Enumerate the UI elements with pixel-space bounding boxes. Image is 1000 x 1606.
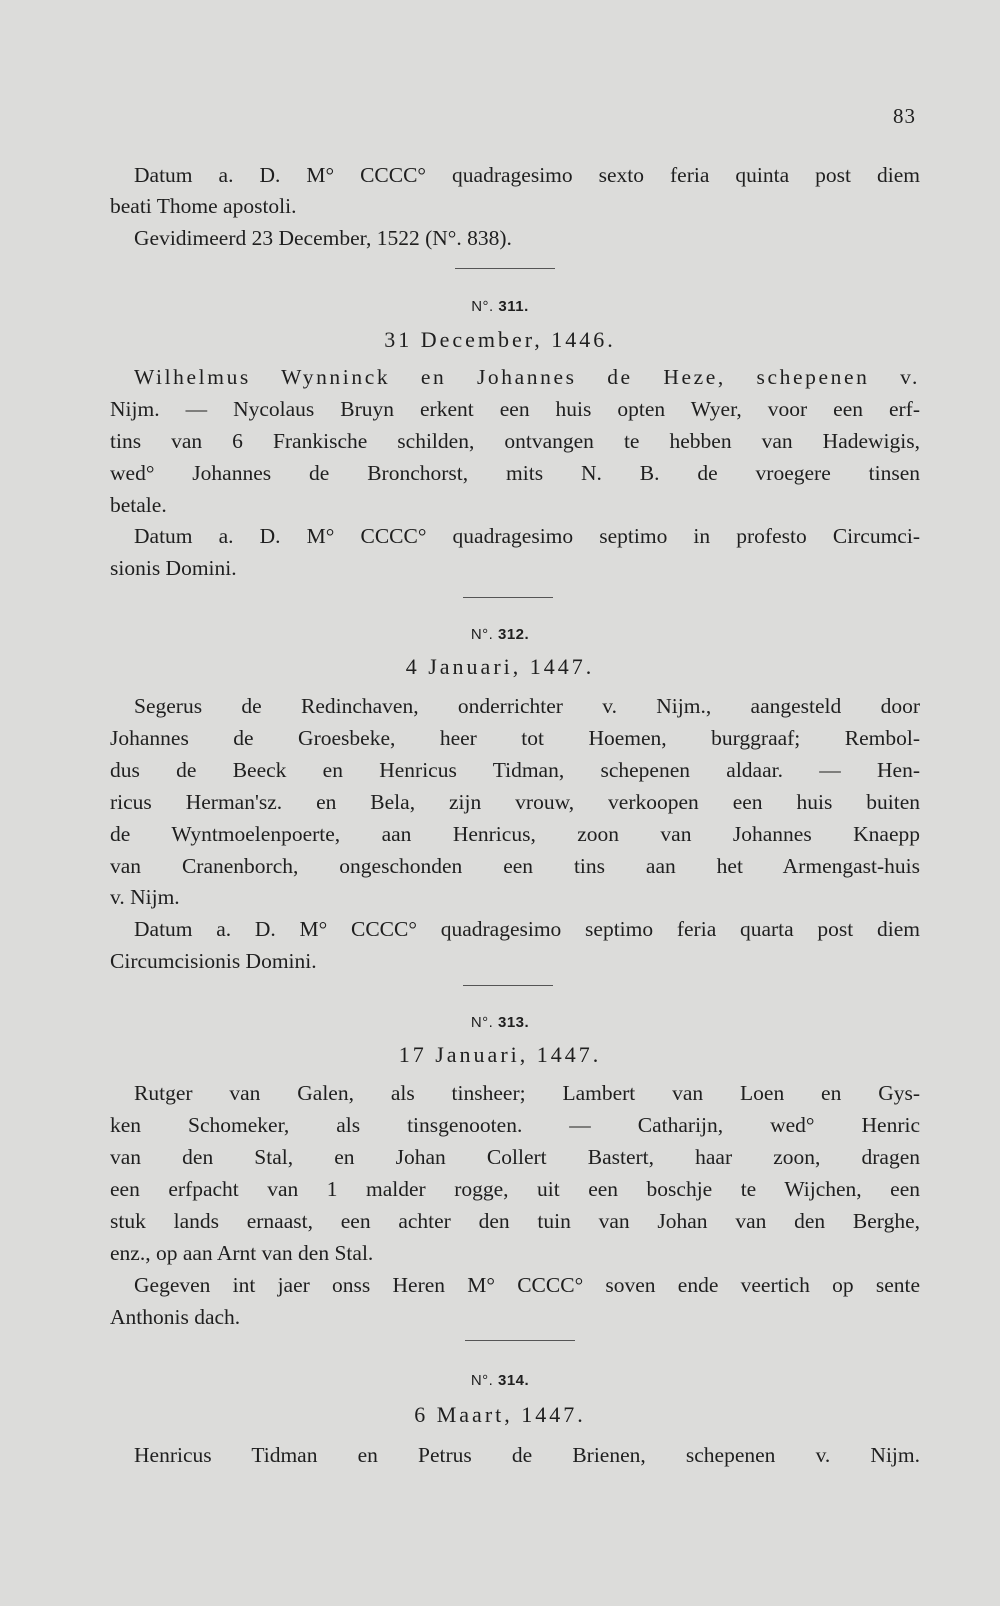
text-line: Gevidimeerd 23 December, 1522 (N°. 838).	[134, 226, 512, 250]
text-line: enz., op aan Arnt van den Stal.	[110, 1241, 374, 1265]
text-line: stuk lands ernaast, een achter den tuin van Johan van den Berghe,	[110, 1209, 920, 1233]
text-line: ken Schomeker, als tinsgenooten. — Catharijn, wed° Henric	[110, 1113, 920, 1137]
separator-rule	[463, 985, 553, 986]
text-line: de Wyntmoelenpoerte, aan Henricus, zoon van Johannes Knaepp	[110, 822, 920, 846]
text-line: betale.	[110, 493, 167, 517]
separator-rule	[455, 268, 555, 269]
entry-number: N°. 311.	[471, 298, 529, 315]
text-line: Datum a. D. M° CCCC° quadragesimo septimo in profesto Circumci-	[134, 524, 920, 548]
text-line: ricus Herman'sz. en Bela, zijn vrouw, verkoopen een huis buiten	[110, 790, 920, 814]
text-line: Circumcisionis Domini.	[110, 949, 317, 973]
text-line: beati Thome apostoli.	[110, 194, 297, 218]
text-line: Rutger van Galen, als tinsheer; Lambert van Loen en Gys-	[134, 1081, 920, 1105]
text-line: Nijm. — Nycolaus Bruyn erkent een huis opten Wyer, voor een erf-	[110, 397, 920, 421]
separator-rule	[463, 597, 553, 598]
text-line: Datum a. D. M° CCCC° quadragesimo septimo feria quarta post diem	[134, 917, 920, 941]
page-number: 83	[893, 104, 916, 128]
text-line: Johannes de Groesbeke, heer tot Hoemen, burggraaf; Rembol-	[110, 726, 920, 750]
text-line: van Cranenborch, ongeschonden een tins aan het Armengast-huis	[110, 854, 920, 878]
text-line: v. Nijm.	[110, 885, 180, 909]
entry-number: N°. 313.	[470, 1014, 530, 1031]
separator-rule	[465, 1340, 575, 1341]
text-line: Henricus Tidman en Petrus de Brienen, schepenen v. Nijm.	[134, 1443, 920, 1467]
entry-date: 6 Maart, 1447.	[414, 1402, 586, 1427]
text-line: Segerus de Redinchaven, onderrichter v. Nijm., aangesteld door	[134, 694, 920, 718]
entry-date: 17 Januari, 1447.	[398, 1042, 602, 1067]
text-line: Anthonis dach.	[110, 1305, 241, 1329]
entry-number: N°. 314.	[470, 1372, 530, 1389]
text-line: Gegeven int jaer onss Heren M° CCCC° soven ende veertich op sente	[134, 1273, 920, 1297]
text-line: een erfpacht van 1 malder rogge, uit een boschje te Wijchen, een	[110, 1177, 920, 1201]
text-line: Wilhelmus Wynninck en Johannes de Heze, schepenen v.	[134, 365, 920, 389]
entry-date: 4 Januari, 1447.	[405, 654, 595, 679]
entry-date: 31 December, 1446.	[384, 327, 616, 352]
text-line: Datum a. D. M° CCCC° quadragesimo sexto feria quinta post diem	[134, 163, 920, 187]
text-line: sionis Domini.	[110, 556, 237, 580]
text-line: wed° Johannes de Bronchorst, mits N. B. de vroegere tinsen	[110, 461, 920, 485]
text-line: van den Stal, en Johan Collert Bastert, haar zoon, dragen	[110, 1145, 920, 1169]
entry-number: N°. 312.	[470, 626, 530, 643]
text-line: dus de Beeck en Henricus Tidman, schepenen aldaar. — Hen-	[110, 758, 920, 782]
text-line: tins van 6 Frankische schilden, ontvangen te hebben van Hadewigis,	[110, 429, 920, 453]
